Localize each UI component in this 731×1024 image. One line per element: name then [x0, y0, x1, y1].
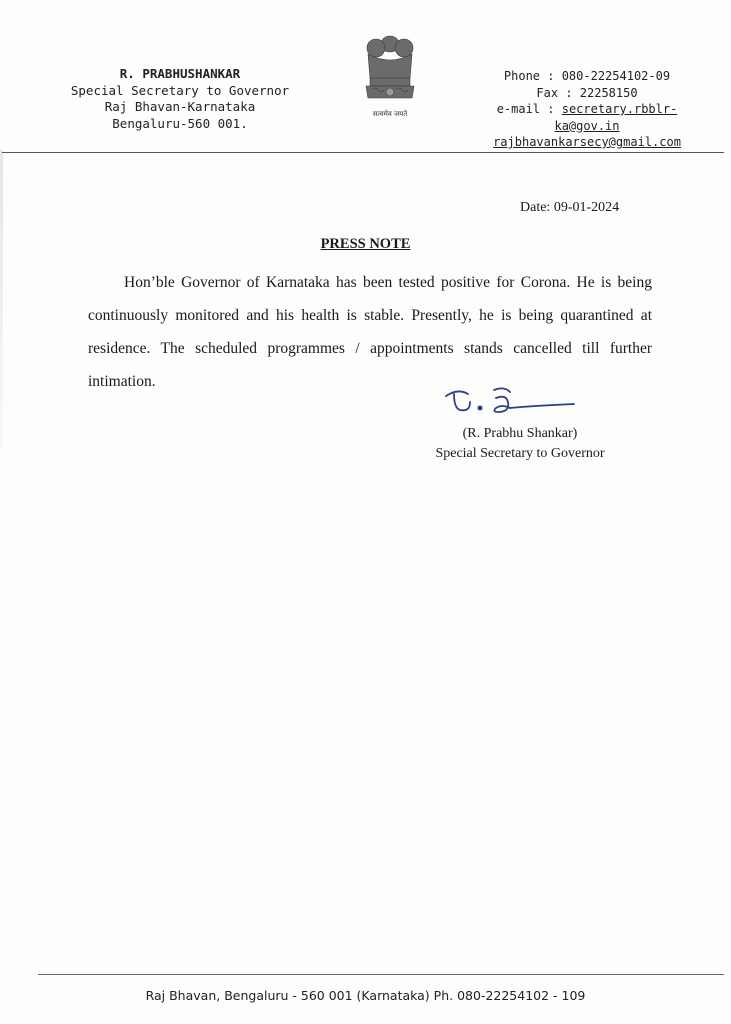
document-title: PRESS NOTE — [320, 236, 411, 252]
letterhead-right — [470, 68, 704, 151]
sender-fax: Fax : 22258150 — [536, 85, 638, 100]
signatory-name: (R. Prabhu Shankar) — [462, 426, 578, 441]
emblem-motto: सत्यमेव जयते — [372, 110, 408, 118]
sender-city: Bengaluru-560 001. — [112, 115, 248, 131]
page-fold-shadow — [0, 150, 3, 450]
email-link-primary[interactable]: secretary.rbblr-ka@gov.in — [554, 102, 678, 133]
sender-phone: Phone : 080-22254102-09 — [503, 69, 671, 83]
document-date: Date: 09-01-2024 — [520, 200, 620, 215]
signatory-designation: Special Secretary to Governor — [435, 446, 605, 461]
email-link-secondary[interactable]: rajbhavankarsecy@gmail.com — [493, 135, 681, 149]
document-body: Hon’ble Governor of Karnataka has been tested positive for Corona. He is being continuously monitored and his health is stable. Presently, he is being quarantined at residence. The scheduled programmes / appointments stands cancelled till further intimation. — [88, 274, 652, 390]
handwritten-signature-icon — [440, 378, 580, 424]
email-label: e-mail : — [496, 102, 562, 116]
sender-designation: Special Secretary to Governor — [70, 82, 290, 98]
state-emblem-icon — [358, 32, 422, 124]
letterhead-left — [60, 66, 300, 132]
sender-office: Raj Bhavan-Karnataka — [104, 99, 256, 114]
footer-divider — [38, 974, 724, 975]
sender-name: R. PRABHUSHANKAR — [119, 66, 241, 81]
footer-address: Raj Bhavan, Bengaluru - 560 001 (Karnataka) Ph. 080-22254102 - 109 — [145, 988, 586, 1003]
header-divider — [2, 152, 724, 153]
signatory-block — [400, 424, 640, 464]
sender-email-line — [470, 101, 704, 134]
